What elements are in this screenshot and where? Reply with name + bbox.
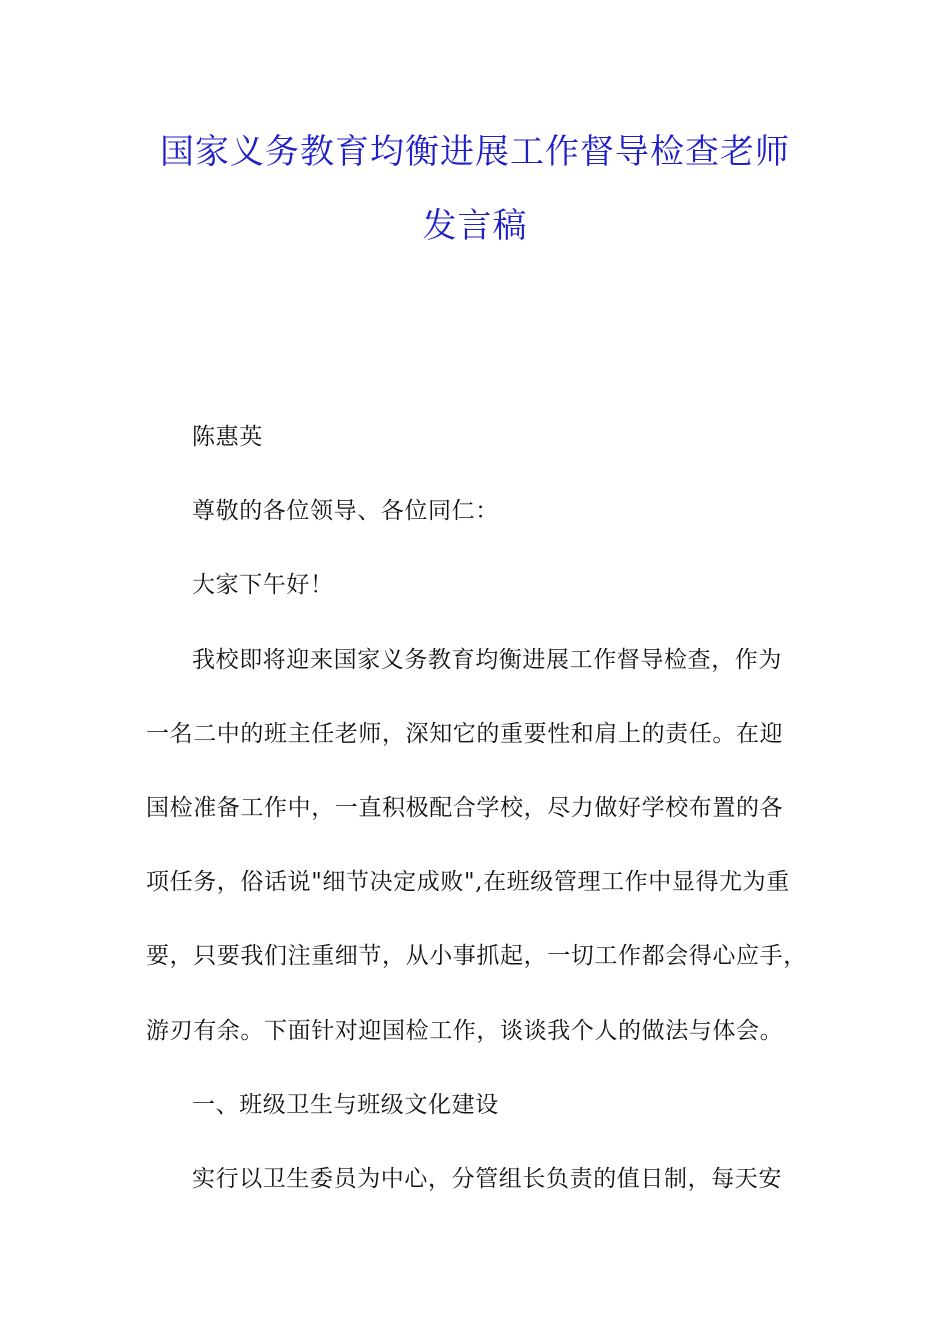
- greeting: 大家下午好！: [192, 572, 334, 598]
- document-title-line-1: 国家义务教育均衡进展工作督导检查老师: [160, 132, 790, 172]
- paragraph1-line-6: 游刃有余。下面针对迎国检工作，谈谈我个人的做法与体会。: [146, 1018, 784, 1044]
- paragraph1-line-2: 一名二中的班主任老师，深知它的重要性和肩上的责任。在迎: [146, 721, 784, 747]
- salutation: 尊敬的各位领导、各位同仁：: [192, 498, 499, 524]
- section1-heading: 一、班级卫生与班级文化建设: [192, 1092, 499, 1118]
- paragraph1-line-1: 我校即将迎来国家义务教育均衡进展工作督导检查，作为: [192, 647, 782, 673]
- paragraph1-line-3: 国检准备工作中，一直积极配合学校，尽力做好学校布置的各: [146, 795, 784, 821]
- author-name: 陈惠英: [192, 424, 263, 450]
- paragraph2-line-1: 实行以卫生委员为中心，分管组长负责的值日制，每天安: [192, 1166, 782, 1192]
- paragraph1-line-4: 项任务，俗话说"细节决定成败",在班级管理工作中显得尤为重: [146, 869, 790, 895]
- paragraph1-line-5: 要，只要我们注重细节，从小事抓起，一切工作都会得心应手，: [146, 943, 807, 969]
- document-title-line-2: 发言稿: [422, 206, 528, 246]
